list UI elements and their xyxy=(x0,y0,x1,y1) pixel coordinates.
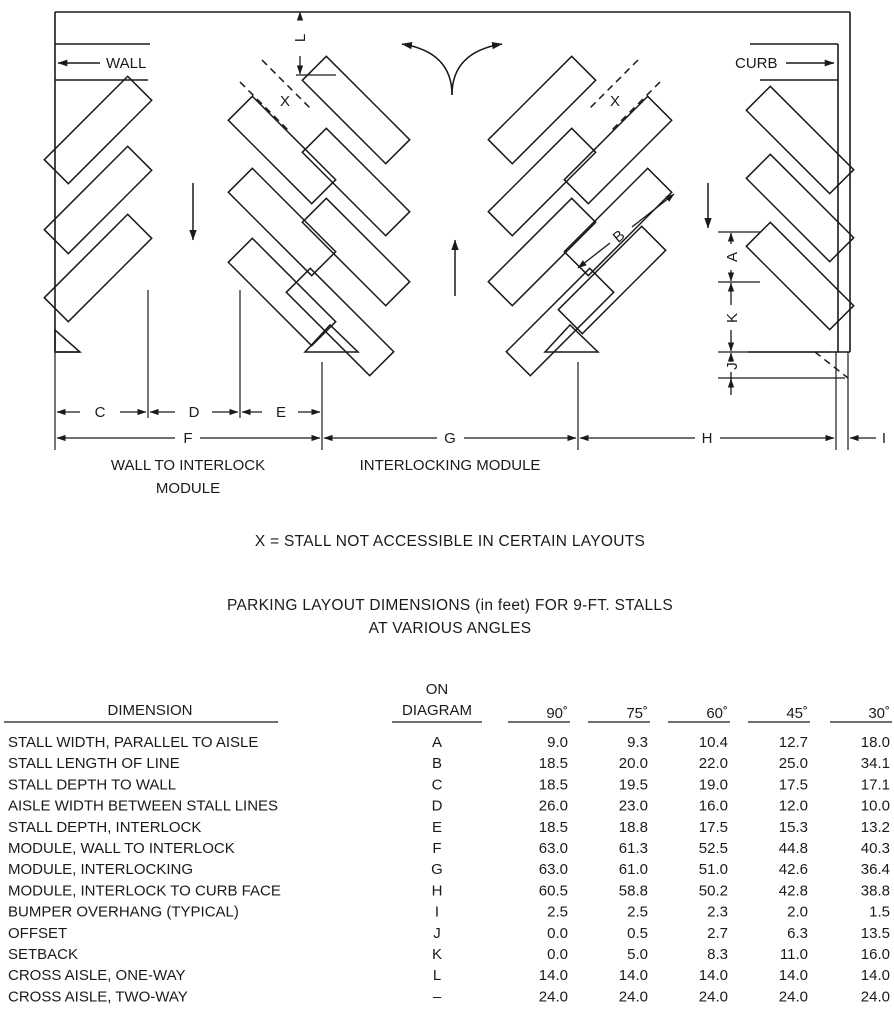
table-row-code: F xyxy=(432,840,442,857)
table-cell-value: 10.4 xyxy=(698,734,728,751)
table-cell-value: 50.2 xyxy=(698,882,728,900)
table-cell-value: 16.0 xyxy=(698,797,728,815)
table-cell-value: 24.0 xyxy=(618,988,648,1006)
table-cell-value: 0.5 xyxy=(627,924,648,942)
stall-wall-left xyxy=(44,214,151,321)
stall-interlock-right-a xyxy=(488,128,595,235)
stall-interlock-left-b xyxy=(286,268,393,375)
table-row-code: – xyxy=(432,988,442,1006)
label-A: A xyxy=(724,251,741,263)
stall-interlock-left-b xyxy=(302,128,409,235)
stall-interlock-left-b xyxy=(302,198,409,305)
table-cell-value: 18.8 xyxy=(618,818,648,836)
parking-stalls xyxy=(44,56,853,378)
table-cell-value: 17.5 xyxy=(698,818,728,836)
label-K: K xyxy=(724,312,741,324)
table-cell-value: 60.5 xyxy=(538,882,568,900)
table-cell-value: 51.0 xyxy=(698,861,728,879)
header-angle-45: 45˚ xyxy=(786,705,808,722)
table-cell-value: 24.0 xyxy=(860,988,890,1006)
table-cell-value: 1.5 xyxy=(869,903,890,921)
table-row-code: A xyxy=(431,734,443,751)
table-row-dimension: MODULE, INTERLOCK TO CURB FACE xyxy=(8,882,281,900)
table-cell-value: 24.0 xyxy=(538,988,568,1006)
table-row-code: L xyxy=(432,967,442,985)
stall-end-wall-left xyxy=(55,330,80,352)
table-row-code: K xyxy=(431,946,443,963)
table-cell-value: 23.0 xyxy=(618,797,648,815)
curb-label: CURB xyxy=(735,55,778,72)
stall-interlock-right-a xyxy=(488,56,595,163)
wall-label: WALL xyxy=(106,55,147,72)
table-cell-value: 63.0 xyxy=(538,840,568,857)
table-cell-value: 18.5 xyxy=(538,776,568,794)
table-cell-value: 26.0 xyxy=(538,797,568,815)
label-G: G xyxy=(444,430,456,447)
stall-interlock-right-a xyxy=(488,198,595,305)
header-on-line1: ON xyxy=(425,681,449,698)
table-cell-value: 2.5 xyxy=(627,903,648,921)
table-cell-value: 10.0 xyxy=(860,797,890,815)
table-title-line1: PARKING LAYOUT DIMENSIONS (in feet) FOR 9-FT. STALLS xyxy=(227,597,673,614)
label-E: E xyxy=(275,404,287,421)
table-row-code: B xyxy=(431,755,443,773)
label-B: B xyxy=(609,226,629,247)
stall-interlock-left-b xyxy=(302,56,409,163)
table-cell-value: 14.0 xyxy=(698,967,728,985)
table-cell-value: 19.0 xyxy=(698,776,728,794)
label-I: I xyxy=(881,430,887,447)
header-angle-30: 30˚ xyxy=(868,705,890,722)
header-on-line2: DIAGRAM xyxy=(401,702,473,719)
table-cell-value: 18.5 xyxy=(538,755,568,773)
module-wall-label-line1: WALL TO INTERLOCK xyxy=(110,457,266,474)
table-cell-value: 61.3 xyxy=(618,840,648,857)
table-cell-value: 8.3 xyxy=(707,946,728,963)
table-row-dimension: BUMPER OVERHANG (TYPICAL) xyxy=(8,903,239,921)
table-row-code: H xyxy=(431,882,443,900)
table-cell-value: 14.0 xyxy=(618,967,648,985)
table-cell-value: 42.6 xyxy=(778,861,808,879)
header-angle-60: 60˚ xyxy=(706,705,728,722)
table-cell-value: 0.0 xyxy=(547,924,568,942)
table-cell-value: 24.0 xyxy=(698,988,728,1006)
table-row-dimension: STALL WIDTH, PARALLEL TO AISLE xyxy=(8,734,259,751)
table-row-dimension: CROSS AISLE, TWO-WAY xyxy=(8,988,188,1006)
table-cell-value: 18.5 xyxy=(538,818,568,836)
x-label-right: X xyxy=(610,93,621,110)
table-cell-value: 20.0 xyxy=(618,755,648,773)
stall-interlock-left-a xyxy=(228,168,335,275)
table-cell-value: 22.0 xyxy=(698,755,728,773)
header-angle-90: 90˚ xyxy=(546,705,568,722)
table-cell-value: 0.0 xyxy=(547,946,568,963)
table-row-code: I xyxy=(434,903,440,921)
table-cell-value: 14.0 xyxy=(538,967,568,985)
table-row-code: E xyxy=(431,818,443,836)
table-cell-value: 19.5 xyxy=(618,776,648,794)
table-cell-value: 38.8 xyxy=(860,882,890,900)
table-title-line2: AT VARIOUS ANGLES xyxy=(368,620,532,637)
table-cell-value: 40.3 xyxy=(860,840,890,857)
table-body xyxy=(8,734,890,1005)
curb-label-group xyxy=(735,55,834,72)
table-cell-value: 16.0 xyxy=(860,946,890,963)
stall-interlock-right-b xyxy=(564,96,671,203)
stall-note: X = STALL NOT ACCESSIBLE IN CERTAIN LAYOUTS xyxy=(254,533,646,550)
table-cell-value: 15.3 xyxy=(778,818,808,836)
table-cell-value: 2.3 xyxy=(707,903,728,921)
stall-end-interlock-right xyxy=(545,325,598,352)
table-row-code: J xyxy=(433,924,441,942)
table-cell-value: 17.1 xyxy=(860,776,890,794)
label-D: D xyxy=(188,404,200,421)
table-cell-value: 63.0 xyxy=(538,861,568,879)
table-cell-value: 18.0 xyxy=(860,734,890,751)
table-row-dimension: SETBACK xyxy=(8,946,79,963)
table-row-dimension: AISLE WIDTH BETWEEN STALL LINES xyxy=(8,797,279,815)
stall-interlock-right-a xyxy=(506,268,613,375)
wall-label-group xyxy=(58,55,146,72)
table-cell-value: 2.0 xyxy=(787,903,808,921)
table-row-dimension: MODULE, WALL TO INTERLOCK xyxy=(8,840,235,857)
bumper-overhang-line xyxy=(815,352,848,378)
table-cell-value: 25.0 xyxy=(778,755,808,773)
label-H: H xyxy=(701,430,713,447)
traffic-arrows xyxy=(193,44,708,296)
table-row-dimension: STALL DEPTH TO WALL xyxy=(8,776,177,794)
table-cell-value: 14.0 xyxy=(860,967,890,985)
table-row-dimension: CROSS AISLE, ONE-WAY xyxy=(8,967,186,985)
header-dimension: DIMENSION xyxy=(107,702,193,719)
table-cell-value: 24.0 xyxy=(778,988,808,1006)
table-row-code: D xyxy=(431,797,443,815)
table-cell-value: 9.0 xyxy=(547,734,568,751)
table-header xyxy=(107,681,890,722)
table-cell-value: 12.0 xyxy=(778,797,808,815)
table-cell-value: 58.8 xyxy=(618,882,648,900)
header-angle-75: 75˚ xyxy=(626,705,648,722)
table-cell-value: 5.0 xyxy=(627,946,648,963)
stall-wall-left xyxy=(44,76,151,183)
table-cell-value: 44.8 xyxy=(778,840,808,857)
table-cell-value: 13.5 xyxy=(860,924,890,942)
table-cell-value: 52.5 xyxy=(698,840,728,857)
module-wall-label-line2: MODULE xyxy=(155,480,221,497)
label-F: F xyxy=(183,430,193,447)
table-cell-value: 2.5 xyxy=(547,903,568,921)
table-cell-value: 61.0 xyxy=(618,861,648,879)
table-row-code: G xyxy=(431,861,443,879)
stall-interlock-left-a xyxy=(228,238,335,345)
label-C: C xyxy=(94,404,106,421)
table-cell-value: 14.0 xyxy=(778,967,808,985)
x-label-left: X xyxy=(280,93,291,110)
table-row-code: C xyxy=(431,776,443,794)
table-cell-value: 6.3 xyxy=(787,924,808,942)
stall-wall-left xyxy=(44,146,151,253)
table-cell-value: 12.7 xyxy=(778,734,808,751)
table-cell-value: 2.7 xyxy=(707,924,728,942)
table-cell-value: 42.8 xyxy=(778,882,808,900)
table-row-dimension: OFFSET xyxy=(8,924,68,942)
table-cell-value: 9.3 xyxy=(627,734,648,751)
table-cell-value: 17.5 xyxy=(778,776,808,794)
table-cell-value: 13.2 xyxy=(860,818,890,836)
stall-interlock-left-a xyxy=(228,96,335,203)
table-row-dimension: STALL LENGTH OF LINE xyxy=(8,755,180,773)
module-interlocking-label: INTERLOCKING MODULE xyxy=(359,457,541,474)
label-J: J xyxy=(724,362,741,370)
table-row-dimension: MODULE, INTERLOCKING xyxy=(8,861,194,879)
table-row-dimension: STALL DEPTH, INTERLOCK xyxy=(8,818,202,836)
label-L: L xyxy=(292,33,309,43)
table-cell-value: 36.4 xyxy=(860,861,890,879)
table-cell-value: 11.0 xyxy=(779,946,808,963)
table-cell-value: 34.1 xyxy=(860,755,890,773)
